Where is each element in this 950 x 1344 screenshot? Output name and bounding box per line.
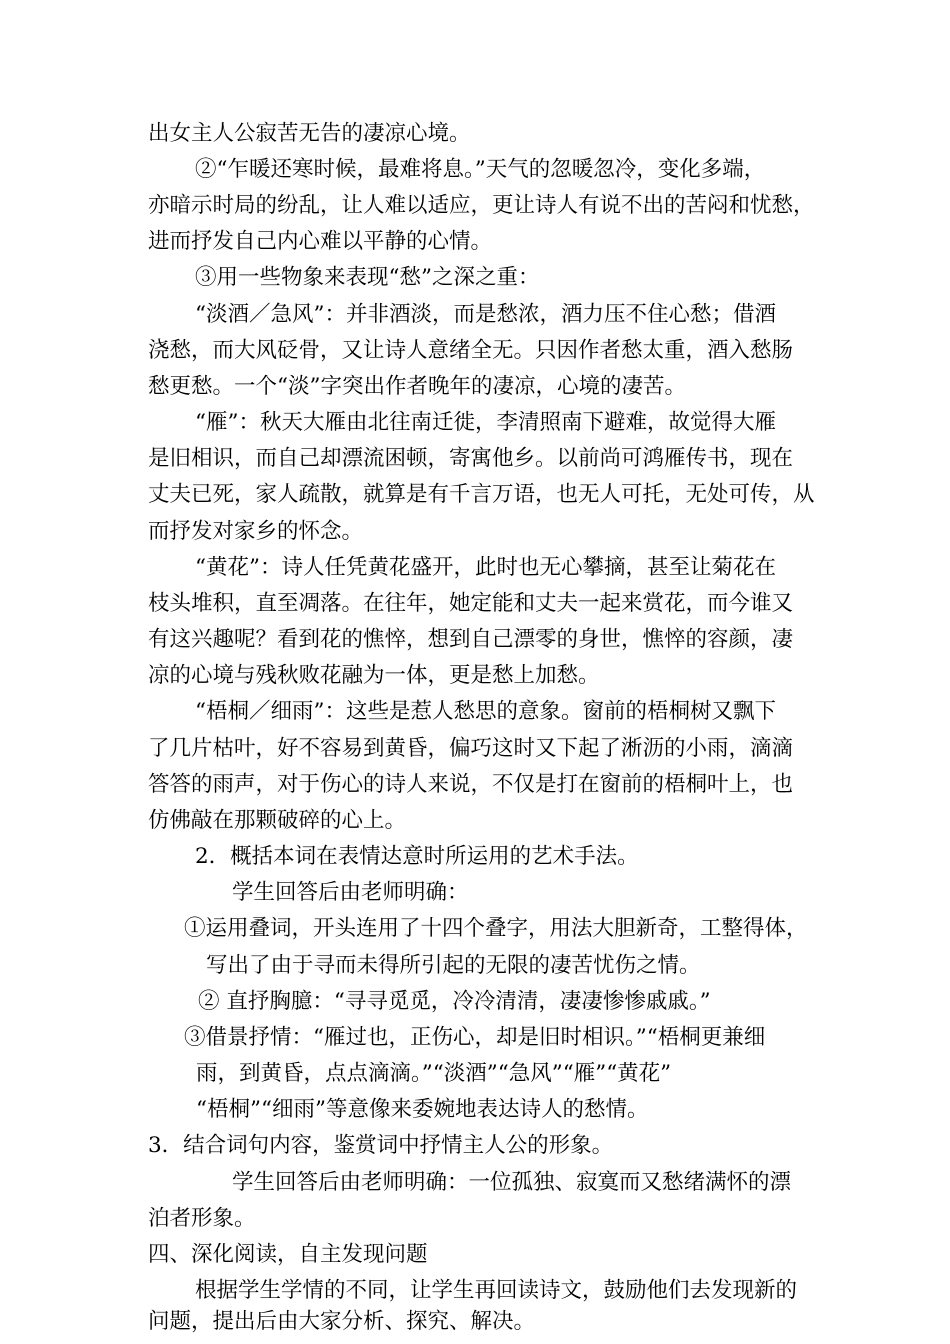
text-line: ②“乍暖还寒时候，最难将息。”天气的忽暖忽冷，变化多端， — [195, 157, 766, 182]
text-line: 有这兴趣呢？看到花的憔悴，想到自己漂零的身世，憔悴的容颜，凄 — [148, 627, 794, 652]
text-line: 了几片枯叶，好不容易到黄昏，偏巧这时又下起了淅沥的小雨，滴滴 — [148, 736, 794, 761]
text-line: ③用一些物象来表现“愁”之深之重： — [195, 265, 540, 290]
text-line: ③借景抒情：“雁过也，正伤心，却是旧时相识。”“梧桐更兼细 — [184, 1025, 766, 1050]
text-line: 亦暗示时局的纷乱，让人难以适应，更让诗人有说不出的苦闷和忧愁， — [148, 193, 815, 218]
section-heading: 四、深化阅读，自主发现问题 — [148, 1242, 428, 1267]
text-line: 而抒发对家乡的怀念。 — [148, 519, 364, 544]
text-line: “梧桐／细雨”：这些是惹人愁思的意象。窗前的梧桐树又飘下 — [195, 699, 776, 724]
text-line: 雨，到黄昏，点点滴滴。”“淡酒”“急风”“雁”“黄花” — [196, 1061, 672, 1086]
text-line: 丈夫已死，家人疏散，就算是有千言万语，也无人可托，无处可传，从 — [148, 482, 815, 507]
text-line: “黄花”：诗人任凭黄花盛开，此时也无心攀摘，甚至让菊花在 — [195, 555, 776, 580]
text-line: 仿佛敲在那颗破碎的心上。 — [148, 808, 407, 833]
text-line: ①运用叠词，开头连用了十四个叠字，用法大胆新奇，工整得体， — [184, 916, 808, 941]
text-line: “梧桐”“细雨”等意像来委婉地表达诗人的愁情。 — [196, 1097, 649, 1122]
text-line: 泊者形象。 — [148, 1206, 256, 1231]
text-line: “淡酒／急风”：并非酒淡，而是愁浓，酒力压不住心愁；借酒 — [195, 302, 776, 327]
text-line: 愁更愁。一个“淡”字突出作者晚年的凄凉，心境的凄苦。 — [148, 374, 686, 399]
text-line: 浇愁，而大风砭骨，又让诗人意绪全无。只因作者愁太重，酒入愁肠 — [148, 338, 794, 363]
text-line: 问题，提出后由大家分析、探究、解决。 — [148, 1309, 536, 1334]
text-line: 学生回答后由老师明确： — [232, 880, 469, 905]
text-line: 是旧相识，而自己却漂流困顿，寄寓他乡。以前尚可鸿雁传书，现在 — [148, 446, 794, 471]
text-line: 根据学生学情的不同，让学生再回读诗文，鼓励他们去发现新的 — [195, 1278, 798, 1303]
text-line: ② 直抒胸臆：“寻寻觅觅，冷冷清清，凄凄惨惨戚戚。” — [198, 989, 711, 1014]
text-line: 3．结合词句内容，鉴赏词中抒情主人公的形象。 — [148, 1133, 614, 1158]
text-line: 进而抒发自己内心难以平静的心情。 — [148, 229, 493, 254]
text-line: 枝头堆积，直至凋落。在往年，她定能和丈夫一起来赏花，而今谁又 — [148, 591, 794, 616]
text-line: 凉的心境与残秋败花融为一体，更是愁上加愁。 — [148, 663, 600, 688]
text-line: 2．概括本词在表情达意时所运用的艺术手法。 — [195, 844, 639, 869]
text-line: 写出了由于寻而未得所引起的无限的凄苦忧伤之情。 — [206, 953, 701, 978]
text-line: 答答的雨声，对于伤心的诗人来说，不仅是打在窗前的梧桐叶上，也 — [148, 772, 794, 797]
text-line: 学生回答后由老师明确：一位孤独、寂寞而又愁绪满怀的漂 — [232, 1170, 792, 1195]
text-line: “雁”：秋天大雁由北往南迁徙，李清照南下避难，故觉得大雁 — [195, 410, 776, 435]
text-line: 出女主人公寂苦无告的凄凉心境。 — [148, 121, 471, 146]
